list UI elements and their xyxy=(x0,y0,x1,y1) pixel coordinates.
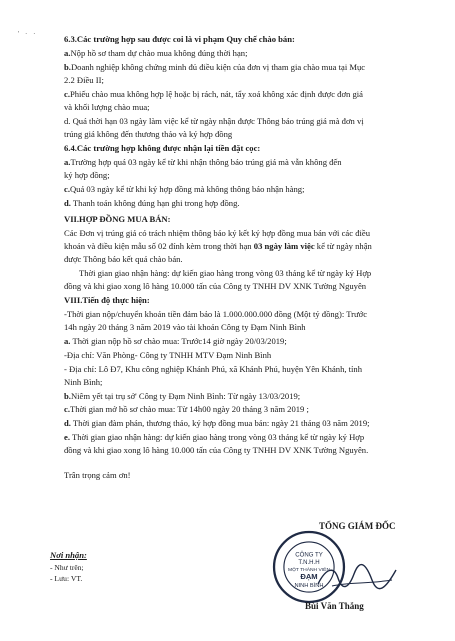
svg-text:T.N.H.H: T.N.H.H xyxy=(298,558,320,566)
recipient-item: - Như trên; xyxy=(50,563,84,572)
text-line xyxy=(64,336,287,347)
text-segment: VIII.Tiến độ thực hiện: xyxy=(64,295,150,305)
text-line xyxy=(64,241,372,252)
svg-text:ĐẠM: ĐẠM xyxy=(300,572,318,582)
text-line xyxy=(64,295,150,306)
text-segment: c. xyxy=(64,404,70,414)
text-line xyxy=(64,34,295,45)
text-segment: Doanh nghiệp không chứng minh đủ điều kiện của đơn vị tham gia chào mua tại Mục xyxy=(70,62,366,72)
text-segment: b. xyxy=(64,391,71,401)
text-segment: Quá 03 ngày kể từ khi ký hợp đồng mà không thông báo nhận hàng; xyxy=(69,184,305,194)
text-line xyxy=(64,48,247,59)
text-segment: Niêm yết tại trụ sở' Công ty Đạm Ninh Bình: Từ ngày 13/03/2019; xyxy=(70,391,301,401)
text-segment: 03 ngày làm việc xyxy=(253,241,315,251)
text-line xyxy=(64,309,367,320)
recipient-item: - Lưu: VT. xyxy=(50,574,83,583)
text-line xyxy=(64,432,364,443)
text-segment: a. xyxy=(64,48,71,58)
text-line xyxy=(64,102,150,113)
text-line xyxy=(64,75,104,86)
recipients-label: Nơi nhận: xyxy=(50,550,87,560)
text-segment: và khối lượng chào mua; xyxy=(64,102,150,112)
text-segment: 6.3.Các trường hợp sau được coi là vi phạm Quy chế chào bán: xyxy=(64,34,295,44)
text-segment: -Địa chỉ: Văn Phòng- Công ty TNHH MTV Đạm Ninh Bình xyxy=(64,350,272,360)
text-line xyxy=(64,377,102,388)
text-segment: a. xyxy=(64,336,71,346)
text-segment: Phiếu chào mua không hợp lệ hoặc bị rách, nát, tẩy xoá không xác định được đơn giá xyxy=(69,89,363,99)
text-segment: 6.4.Các trường hợp không được nhận lại tiền đặt cọc: xyxy=(64,143,261,153)
text-line xyxy=(64,228,370,239)
text-line xyxy=(64,418,370,429)
text-segment: ký hợp đồng; xyxy=(64,170,110,180)
text-segment: c. xyxy=(64,89,70,99)
text-segment: b. xyxy=(64,62,71,72)
text-line xyxy=(64,350,271,361)
text-segment: Trân trọng cảm ơn! xyxy=(64,470,131,480)
text-line xyxy=(64,170,110,181)
text-line xyxy=(64,157,342,168)
text-segment: - Địa chỉ: Lô Đ7, Khu công nghiệp Khánh Phú, xã Khánh Phú, huyện Yên Khánh, tỉnh xyxy=(64,364,363,374)
text-segment: Thời gian đàm phán, thương thảo, ký hợp đồng mua bán: ngày 21 tháng 03 năm 2019; xyxy=(70,418,370,428)
svg-text:NINH BÌNH: NINH BÌNH xyxy=(294,582,324,589)
text-segment: kể từ ngày nhận xyxy=(314,241,372,251)
text-line xyxy=(64,129,232,140)
text-line xyxy=(64,254,183,265)
signature xyxy=(312,560,402,594)
signer-name: Bùi Văn Thắng xyxy=(305,601,364,611)
svg-text:CÔNG TY: CÔNG TY xyxy=(295,551,323,559)
text-line xyxy=(64,62,365,73)
text-line xyxy=(64,322,306,333)
text-line xyxy=(64,364,362,375)
position-title: TỔNG GIÁM ĐỐC xyxy=(319,521,396,531)
text-segment: 14h ngày 20 tháng 3 năm 2019 vào tài khoản Công ty Đạm Ninh Bình xyxy=(64,322,306,332)
text-segment: đồng và khi giao xong lô hàng 10.000 tấn của Công ty TNHH DV XNK Tường Nguyên. xyxy=(64,445,369,455)
text-segment: d. xyxy=(64,198,71,208)
text-segment: 2.2 Điều II; xyxy=(64,75,104,85)
text-segment: khoản và điều kiện mẫu số 02 đính kèm trong thời hạn xyxy=(64,241,254,251)
text-segment: Nộp hồ sơ tham dự chào mua không đúng thời hạn; xyxy=(70,48,248,58)
text-line xyxy=(64,445,368,456)
text-segment: Thời gian giao nhận hàng: dự kiến giao hàng trong vòng 03 tháng kể từ ngày ký Hợp xyxy=(79,268,372,278)
text-segment: a. xyxy=(64,157,71,167)
text-line xyxy=(64,214,170,225)
text-segment: trúng giá không đến thương thảo và ký hợp đồng xyxy=(64,129,233,139)
text-line xyxy=(64,89,363,100)
text-segment: VII.HỢP ĐỒNG MUA BÁN: xyxy=(64,214,171,224)
text-segment: Thời gian nộp hồ sơ chào mua: Trước14 giờ ngày 20/03/2019; xyxy=(70,336,287,346)
text-segment: d. xyxy=(64,418,71,428)
text-segment: -Thời gian nộp/chuyển khoản tiền đảm bảo là 1.000.000.000 đồng (Một tỷ đồng): Trước xyxy=(64,309,368,319)
text-segment: Thời gian mở hồ sơ chào mua: Từ 14h00 ngày 20 tháng 3 năm 2019 ; xyxy=(69,404,309,414)
text-line xyxy=(79,268,371,279)
svg-text:MỘT THÀNH VIÊN: MỘT THÀNH VIÊN xyxy=(287,567,331,573)
text-segment: e. xyxy=(64,432,70,442)
text-line xyxy=(64,198,240,209)
text-segment: d. Quá thời hạn 03 ngày làm việc kể từ ngày nhận được Thông báo trúng giá mà đơn vị xyxy=(64,116,364,126)
text-segment: Các Đơn vị trúng giá có trách nhiệm thông báo ký kết ký hợp đồng mua bán với các điều xyxy=(64,228,370,238)
text-line xyxy=(64,184,304,195)
text-line xyxy=(64,391,300,402)
text-line xyxy=(64,470,131,481)
margin-mark: ' · · xyxy=(18,30,38,38)
text-line xyxy=(64,281,366,292)
text-segment: Thanh toán không đúng hạn ghi trong hợp đồng. xyxy=(70,198,240,208)
text-line xyxy=(64,404,309,415)
text-segment: đồng và khi giao xong lô hàng 10.000 tấn của Công ty TNHH DV XNK Tường Nguyên xyxy=(64,281,367,291)
text-segment: Trường hợp quá 03 ngày kể từ khi nhận thông báo trúng giá mà vẫn không đến xyxy=(70,157,342,167)
text-segment: Thời gian giao nhận hàng: dự kiến giao hàng trong vòng 03 tháng kể từ ngày ký Hợp xyxy=(69,432,365,442)
text-line xyxy=(64,143,260,154)
text-segment: Ninh Bình; xyxy=(64,377,103,387)
text-segment: được Thông báo kết quả chào bán. xyxy=(64,254,183,264)
text-line xyxy=(64,116,364,127)
text-segment: c. xyxy=(64,184,70,194)
